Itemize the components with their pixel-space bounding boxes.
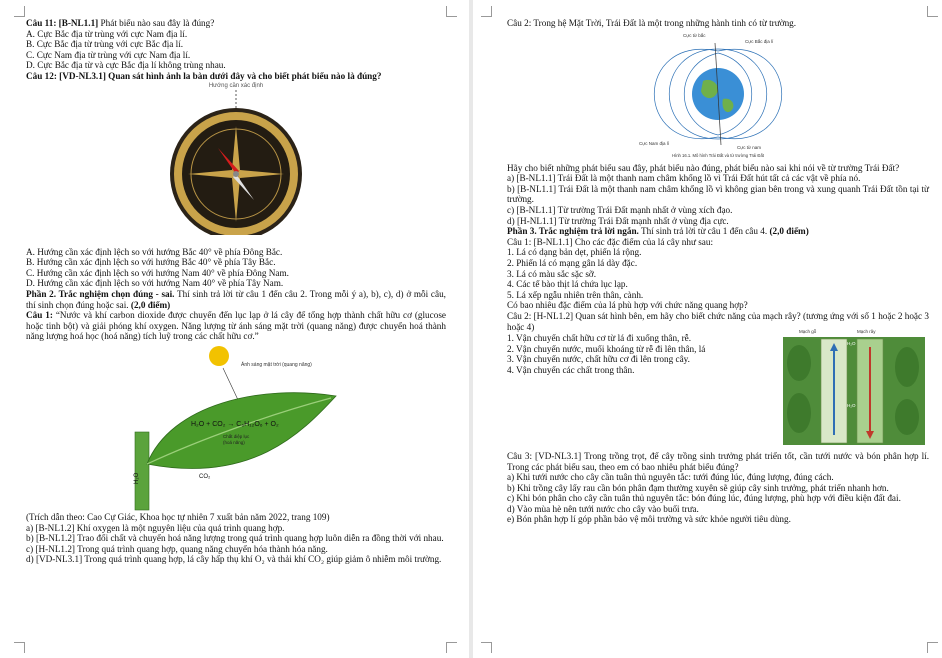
q11-stem: Câu 11: [B-NL1.1] Phát biểu nào sau đây là đúng? [26, 18, 215, 28]
crop-mark [481, 642, 492, 653]
photosynthesis-illustration [131, 344, 341, 512]
q11-option-b: B. Cực Bắc địa từ trùng với cực Bắc địa lí. [26, 39, 184, 50]
light-arrow [223, 368, 239, 402]
label-geographic-north: Cực Bắc địa lí [745, 38, 774, 44]
q1-source: (Trích dẫn theo: Cao Cự Giác, Khoa học tự nhiên 7 xuất bản năm 2022, trang 109) [26, 511, 330, 522]
crop-mark [927, 642, 938, 653]
part3-instructions: Phần 3. Trắc nghiệm trả lời ngắn. Thí sinh trả lời từ câu 1 đến câu 4. (2,0 điểm) [507, 226, 809, 237]
cell [787, 393, 811, 433]
p3q2-stem: Câu 2: [H-NL1.2] Quan sát hình bên, em hãy cho biết chức năng của mạch rây? (tương ứng với số 1 hoặc 2 hoặc 3 hoặc 4) [507, 310, 929, 332]
q1-statement-a: a) [B-NL1.2] Khí oxygen là một nguyên liệu của quá trình quang hợp. [26, 522, 285, 533]
crop-mark [927, 6, 938, 17]
p3q3-item-c: c) Khi bón phân cho cây cần tuân thủ nguyên tắc: bón đúng lúc, đúng lượng, phù hợp với điều kiện đất đai. [507, 493, 901, 504]
label-magnetic-north: Cực từ bắc [683, 32, 706, 38]
q1-statement-d: d) [VD-NL3.1] Trong quá trình quang hợp, lá cây hấp thụ khí O₂ và thải khí CO₂ giúp giảm ô nhiễm môi trường. [26, 554, 442, 565]
right-page [473, 0, 942, 658]
label-geographic-south: Cực Nam địa lí [639, 140, 670, 146]
q12-option-a: A. Hướng cần xác định lệch so với hướng Bắc 40° về phía Đông Bắc. [26, 246, 283, 257]
photosynthesis-equation: H₂O + CO₂ → C₆H₁₂O₆ + O₂ [191, 420, 279, 428]
q2-stem: Câu 2: Trong hệ Mặt Trời, Trái Đất là một trong những hành tinh có từ trường. [507, 18, 797, 28]
co2-label: CO₂ [199, 473, 211, 480]
q11-option-c: C. Cực Nam địa từ trùng với cực Nam địa lí. [26, 49, 191, 60]
q1-statement-b: b) [B-NL1.2] Trao đổi chất và chuyển hoá năng lượng trong quá trình quang hợp luôn diễn ra đồng thời với nhau. [26, 533, 444, 544]
q11-option-d: D. Cực Bắc địa từ và cực Bắc địa lí không trùng nhau. [26, 60, 226, 71]
p3q1-item-4: 4. Các tế bào thịt lá chứa lục lạp. [507, 279, 628, 290]
q2-statement-a: a) [B-NL1.1] Trái Đất là một thanh nam châm khổng lồ vì Trái Đất hút tất cả các vật về phía nó. [507, 173, 861, 184]
p3q3-item-a: a) Khi tưới nước cho cây cần tuân thủ nguyên tắc: tưới đúng lúc, đúng lượng, đúng cách. [507, 472, 834, 483]
cell [895, 347, 919, 387]
p3q2-item-4: 4. Vận chuyển các chất trong thân. [507, 364, 635, 375]
q12-option-d: D. Hướng cần xác định lệch so với hướng Nam 40° về phía Tây Nam. [26, 278, 284, 289]
q12-option-c: C. Hướng cần xác định lệch so với hướng Nam 40° về phía Đông Nam. [26, 267, 289, 278]
p3q1-question: Có bao nhiêu đặc điểm của lá phù hợp với chức năng quang hợp? [507, 300, 748, 311]
chemical-energy-label: (hoá năng) [223, 439, 245, 445]
left-page [0, 0, 469, 658]
h2o-label: H₂O [134, 472, 140, 484]
crop-mark [14, 642, 25, 653]
q2-question: Hãy cho biết những phát biểu sau đây, phát biểu nào đúng, phát biểu nào sai khi nói về từ trường Trái Đất? [507, 162, 900, 173]
h2o-top-label: H₂O [847, 340, 856, 346]
label-xylem: Mạch gỗ [799, 328, 817, 334]
p3q2-items [507, 333, 777, 375]
q12-stem: Câu 12: [VD-NL3.1] Quan sát hình ảnh la bàn dưới đây và cho biết phát biểu nào là đúng? [26, 70, 382, 81]
earth-magnetic-illustration [633, 29, 803, 159]
figure-caption: Hình 16.1. Mô hình Trái Đất và từ trường Trái Đất [672, 152, 764, 158]
p3q3-item-d: d) Vào mùa hè nên tưới nước cho cây vào buổi trưa. [507, 503, 699, 514]
compass-label: Hướng cần xác định [208, 82, 264, 89]
q2-statement-c: c) [B-NL1.1] Từ trường Trái Đất mạnh nhất ở vùng xích đạo. [507, 204, 733, 215]
p3q3-stem: Câu 3: [VD-NL3.1] Trong trồng trọt, để cây trồng sinh trưởng phát triển tốt, cần tưới nước và bón phân hợp lí. Trong các phát biểu sau, theo em có bao nhiêu phát biểu đúng? [507, 450, 929, 472]
p3q3-item-e: e) Bón phân hợp lí góp phần bảo vệ môi trường và sức khỏe người tiêu dùng. [507, 514, 791, 525]
p3q2-item-3: 3. Vận chuyển nước, chất hữu cơ đi lên trong cây. [507, 354, 690, 365]
compass-illustration [166, 82, 306, 235]
p3q1-stem: Câu 1: [B-NL1.1] Cho các đặc điểm của lá cây như sau: [507, 236, 714, 247]
q11-option-a: A. Cực Bắc địa từ trùng với cực Nam địa lí. [26, 28, 188, 39]
label-magnetic-south: Cực từ nam [737, 144, 762, 150]
crop-mark [14, 6, 25, 17]
earth-magnetic-figure [633, 29, 803, 159]
plant-stem [135, 432, 149, 510]
h2o-mid-label: H₂O [847, 402, 856, 408]
photosynthesis-figure [131, 344, 341, 512]
q12-option-b: B. Hướng cần xác định lệch so với hướng Bắc 40° về phía Tây Bắc. [26, 257, 276, 268]
q1-stem: Câu 1: “Nước và khí carbon dioxide được chuyển đến lục lạp ở lá cây để tổng hợp thành chất hữu cơ (glucose hoặc tinh bột) và giải phóng khí oxygen. Năng lượng từ ánh sáng mặt trời (quang năng) được chuyển hoá thành năng lượng hoá học (hoá năng) tích luỹ trong các chất hữu cơ.” [26, 310, 446, 342]
p3q2-item-2: 2. Vận chuyển nước, muối khoáng từ rễ đi lên thân, lá [507, 343, 706, 354]
p3q2-block [507, 311, 929, 451]
label-phloem: Mạch rây [857, 328, 876, 334]
q1-statement-c: c) [H-NL1.2] Trong quá trình quang hợp, quang năng chuyển hóa thành hóa năng. [26, 543, 328, 554]
light-label: Ánh sáng mặt trời (quang năng) [241, 361, 312, 368]
crop-mark [481, 6, 492, 17]
left-content [26, 18, 446, 565]
p3q1-item-1: 1. Lá có dạng bản dẹt, phiến lá rộng. [507, 247, 642, 258]
right-content [507, 18, 929, 525]
crop-mark [446, 642, 457, 653]
part2-instructions: Phần 2. Trắc nghiệm chọn đúng - sai. Thí sinh trả lời từ câu 1 đến câu 2. Trong mỗi ý a), b), c), d) ở mỗi câu, thí sinh chọn đúng hoặc sai. (2,0 điểm) [26, 288, 446, 310]
chlorophyll-label: Chất diệp lục [223, 433, 250, 439]
cell [895, 399, 919, 435]
q2-statement-d: d) [H-NL1.1] Từ trường Trái Đất mạnh nhất ở vùng địa cực. [507, 215, 729, 226]
p3q1-item-3: 3. Lá có màu sắc sặc sỡ. [507, 268, 597, 279]
crop-mark [446, 6, 457, 17]
vascular-illustration [779, 327, 929, 449]
compass-pivot [233, 171, 239, 177]
sun-icon [209, 346, 229, 366]
p3q1-item-2: 2. Phiến lá có mạng gân lá dày đặc. [507, 257, 638, 268]
p3q3-item-b: b) Khi trồng cây lấy rau cần bón phân đạm thường xuyên sẽ giúp cây sinh trưởng, phát triển nhanh hơn. [507, 482, 889, 493]
compass-figure [166, 82, 306, 235]
cell [787, 345, 811, 381]
p3q1-item-5: 5. Lá xếp ngẫu nhiên trên thân, cành. [507, 289, 644, 300]
p3q2-item-1: 1. Vận chuyển chất hữu cơ từ lá đi xuống thân, rễ. [507, 332, 692, 343]
q2-statement-b: b) [B-NL1.1] Trái Đất là một thanh nam châm khổng lồ vì không gian bên trong và xung quanh Trái Đất tồn tại từ trường. [507, 183, 929, 205]
vascular-figure [779, 327, 929, 449]
